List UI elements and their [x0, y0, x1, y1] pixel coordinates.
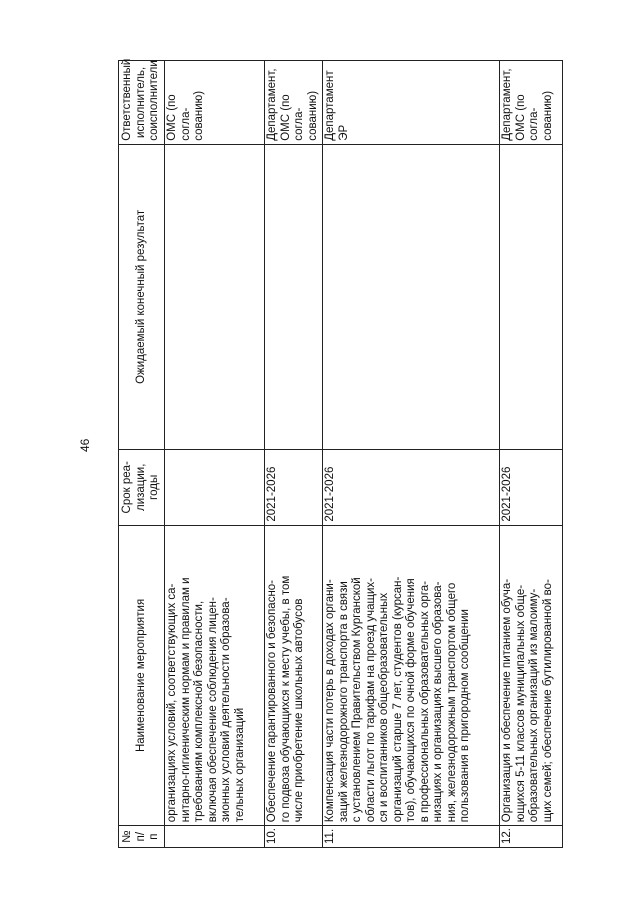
row-period: 2021-2026 [323, 449, 500, 525]
row-num: 11. [323, 826, 500, 848]
table-row [265, 61, 323, 848]
row-num: 10. [265, 826, 323, 848]
row-result [500, 144, 563, 449]
row-responsible: ОМС (по согла- сованию) [165, 61, 265, 145]
header-period: Срок реа- лизации, годы [119, 449, 165, 525]
row-responsible: Департамент, ОМС (по согла- сованию) [500, 61, 563, 145]
table-row [323, 61, 500, 848]
row-result [165, 144, 265, 449]
row-num: 12. [500, 826, 563, 848]
row-period: 2021-2026 [265, 449, 323, 525]
row-responsible: Департамент, ОМС (по согла- сованию) [265, 61, 323, 145]
row-name: Организация и обеспечение питанием обуча- ющихся 5-11 классов муниципальных обще- образовательных организаций из малоиму- щих семей; обеспечение бутилированной во- [500, 525, 563, 826]
row-result [265, 144, 323, 449]
rotated-table-wrapper [118, 60, 564, 848]
header-num: № п/п [119, 826, 165, 848]
table-row [165, 61, 265, 848]
header-result: Ожидаемый конечный результат [119, 144, 165, 449]
row-num [165, 826, 265, 848]
row-name: организациях условий, соответствующих са- нитарно-гигиеническим нормам и правилам и требованиям комплексной безопасности, включая обеспечение соблюдения лицен- зионных условий деятельности образова- тельных организаций [165, 525, 265, 826]
header-responsible: Ответственный исполнитель, соисполнители [119, 61, 165, 145]
row-responsible: Департамент ЭР [323, 61, 500, 145]
table-row [500, 61, 563, 848]
row-result [323, 144, 500, 449]
row-period: 2021-2026 [500, 449, 563, 525]
header-name: Наименование мероприятия [119, 525, 165, 826]
row-name: Обеспечение гарантированного и безопасно- го подвоза обучающихся к месту учебы, в том числе приобретение школьных автобусов [265, 525, 323, 826]
row-name: Компенсация части потерь в доходах органи- заций железнодорожного транспорта в связи с установлением Правительством Курганской области льгот по тарифам на проезд учащих- ся и воспитанников общеобразовательных организаций старше 7 лет, студентов (курсан- тов), обучающихся по очной форме обучения в профессиональных образовательных орга- низациях и организациях высшего образова- ния, железнодорожным транспортом общего пользования в пригородном сообщении [323, 525, 500, 826]
measures-table [118, 60, 563, 848]
page-number: 46 [78, 438, 92, 452]
header-row [119, 61, 165, 848]
row-period [165, 449, 265, 525]
